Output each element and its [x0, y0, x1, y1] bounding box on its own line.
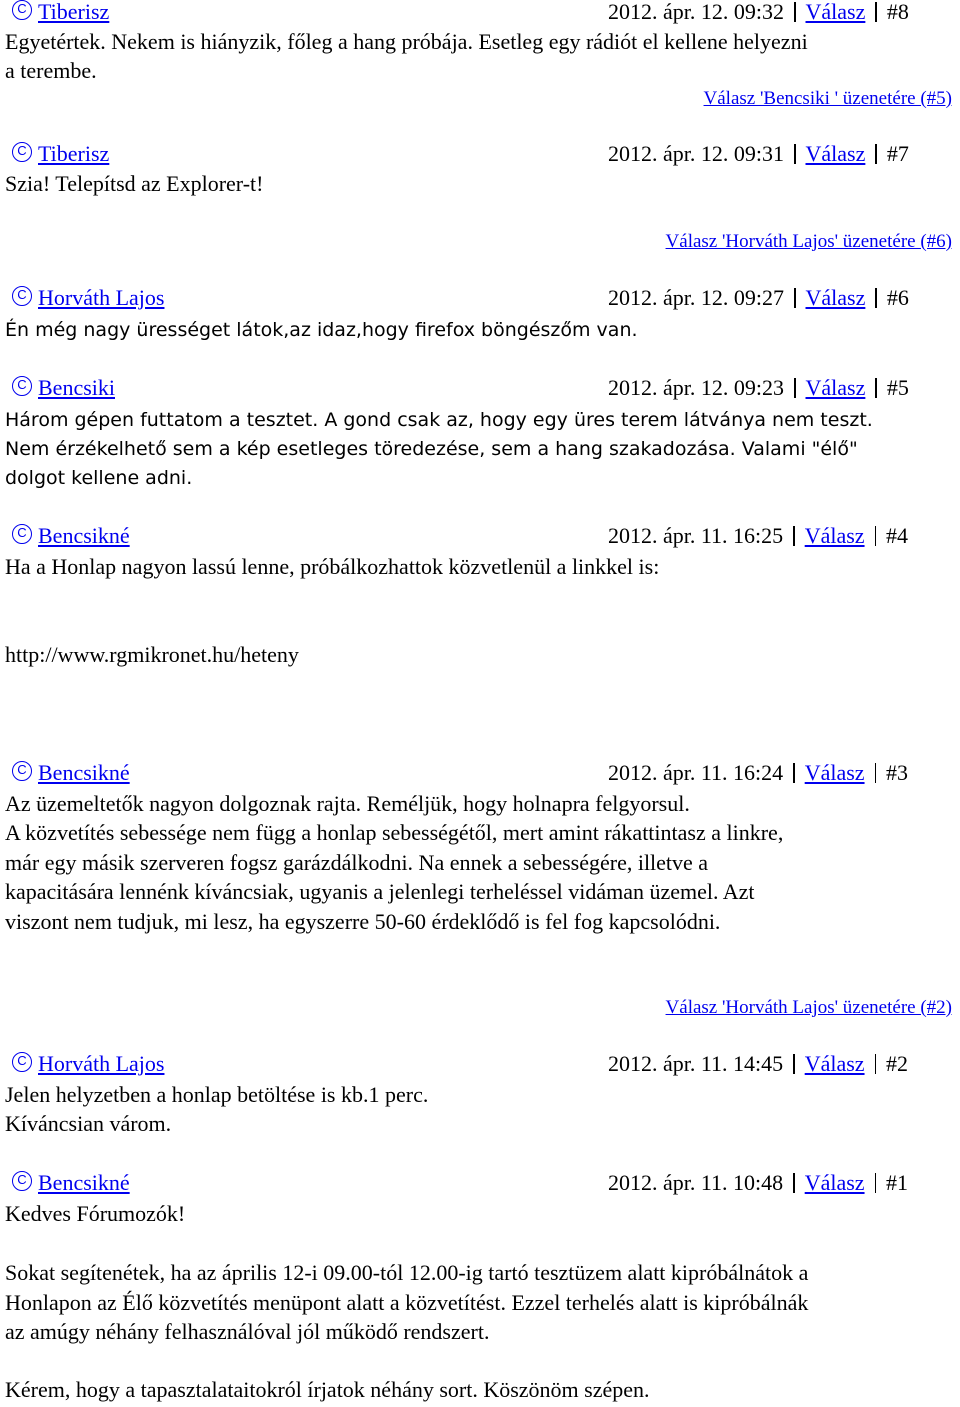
copyright-icon [12, 524, 32, 544]
separator [875, 1054, 877, 1074]
post-number: #7 [886, 141, 909, 166]
separator [875, 526, 877, 546]
post-6-author-link[interactable]: CHorváth Lajos [12, 283, 164, 313]
post-text-line: Egyetértek. Nekem is hiányzik, főleg a hang próbája. Esetleg egy rádiót el kellene helyezni [5, 29, 808, 54]
separator [875, 378, 877, 398]
post-text-line: Kíváncsian várom. [5, 1111, 172, 1136]
post-text-line: Három gépen futtatom a tesztet. A gond csak az, hogy egy üres terem látványa nem teszt. [5, 409, 873, 431]
post-text-line: kapacitására lennénk kíváncsiak, ugyanis a jelenlegi terheléssel vidáman üzemel. Azt [5, 879, 755, 904]
post-text-line: Szia! Telepítsd az Explorer-t! [5, 171, 264, 196]
copyright-icon [12, 142, 32, 162]
separator [794, 378, 796, 398]
post-date: 2012. ápr. 12. 09:31 [608, 141, 784, 166]
post-text-line: viszont nem tudjuk, mi lesz, ha egyszerre 50-60 érdeklődő is fel fog kapcsolódni. [5, 909, 721, 934]
post-date: 2012. ápr. 11. 14:45 [608, 1051, 784, 1076]
reply-link[interactable]: Válasz [805, 375, 866, 400]
post-1-author-link[interactable]: CBencsikné [12, 1168, 130, 1198]
separator [793, 526, 795, 546]
post-1-meta [608, 1168, 908, 1198]
post-number: #2 [886, 1051, 909, 1076]
post-text-line: Sokat segítenétek, ha az április 12-i 09.00-tól 12.00-ig tartó tesztüzem alatt kipróbálnátok a [5, 1260, 809, 1285]
post-2-author-link[interactable]: CHorváth Lajos [12, 1049, 164, 1079]
post-number: #3 [886, 760, 909, 785]
reply-link[interactable]: Válasz [804, 760, 865, 785]
post-3-meta [608, 758, 908, 788]
copyright-icon [12, 0, 32, 20]
post-number: #5 [886, 375, 909, 400]
post-4-author-link[interactable]: CBencsikné [12, 521, 130, 551]
post-6-meta [608, 283, 909, 313]
separator [794, 2, 796, 22]
post-3-author-link[interactable]: CBencsikné [12, 758, 130, 788]
post-date: 2012. ápr. 11. 16:24 [608, 760, 784, 785]
reply-link[interactable]: Válasz [805, 285, 866, 310]
post-date: 2012. ápr. 12. 09:32 [608, 0, 784, 24]
post-5-author-link[interactable]: CBencsiki [12, 373, 115, 403]
post-text-line: A közvetítés sebessége nem függ a honlap sebességétől, mert amint rákattintasz a linkre, [5, 820, 784, 845]
post-text-line: Nem érzékelhető sem a kép esetleges töredezése, sem a hang szakadozása. Valami "élő" [5, 438, 858, 460]
reply-to-link[interactable]: Válasz 'Bencsiki ' üzenetére (#5) [703, 88, 952, 109]
separator [794, 288, 796, 308]
separator [793, 1054, 795, 1074]
copyright-icon [12, 1171, 32, 1191]
post-text-line: Kérem, hogy a tapasztalataitokról írjatok néhány sort. Köszönöm szépen. [5, 1377, 650, 1402]
separator [793, 1173, 795, 1193]
post-text-line: már egy másik szerveren fogsz garázdálkodni. Na ennek a sebességére, illetve a [5, 850, 709, 875]
separator [875, 288, 877, 308]
post-2-meta [608, 1049, 908, 1079]
reply-link[interactable]: Válasz [804, 523, 865, 548]
post-date: 2012. ápr. 12. 09:23 [608, 375, 784, 400]
post-text-line: Kedves Fórumozók! [5, 1201, 186, 1226]
post-7-author-link[interactable]: CTiberisz [12, 139, 109, 169]
separator [793, 763, 795, 783]
reply-link[interactable]: Válasz [805, 141, 866, 166]
copyright-icon [12, 761, 32, 781]
post-7-meta [608, 139, 909, 169]
post-number: #6 [886, 285, 909, 310]
separator [875, 144, 877, 164]
post-text-line: a terembe. [5, 58, 97, 83]
separator [875, 763, 877, 783]
post-text-line: az amúgy néhány felhasználóval jól működő rendszert. [5, 1319, 490, 1344]
separator [875, 1173, 877, 1193]
separator [794, 144, 796, 164]
copyright-icon [12, 286, 32, 306]
post-text-line: Én még nagy ürességet látok,az idaz,hogy firefox böngészőm van. [5, 319, 638, 341]
post-number: #4 [886, 523, 909, 548]
reply-link[interactable]: Válasz [804, 1051, 865, 1076]
post-text-line: Az üzemeltetők nagyon dolgoznak rajta. Reméljük, hogy holnapra felgyorsul. [5, 791, 690, 816]
post-date: 2012. ápr. 11. 16:25 [608, 523, 784, 548]
post-text-line: Honlapon az Élő közvetítés menüpont alatt a közvetítést. Ezzel terhelés alatt is kipróbálnák [5, 1290, 809, 1315]
post-number: #8 [886, 0, 909, 24]
post-text-line: Jelen helyzetben a honlap betöltése is kb.1 perc. [5, 1082, 429, 1107]
post-text-line: dolgot kellene adni. [5, 467, 193, 489]
post-8-author-link[interactable]: CTiberisz [12, 0, 109, 27]
copyright-icon [12, 376, 32, 396]
reply-link[interactable]: Válasz [804, 1170, 865, 1195]
post-text-line: Ha a Honlap nagyon lassú lenne, próbálkozhattok közvetlenül a linkkel is: [5, 554, 660, 579]
post-4-meta [608, 521, 908, 551]
reply-to-link[interactable]: Válasz 'Horváth Lajos' üzenetére (#6) [665, 231, 952, 252]
reply-to-link[interactable]: Válasz 'Horváth Lajos' üzenetére (#2) [665, 997, 952, 1018]
copyright-icon [12, 1052, 32, 1072]
post-5-meta [608, 373, 909, 403]
post-8-meta [608, 0, 909, 27]
reply-link[interactable]: Válasz [805, 0, 866, 24]
post-url-text: http://www.rgmikronet.hu/heteny [5, 642, 299, 667]
post-date: 2012. ápr. 11. 10:48 [608, 1170, 784, 1195]
post-number: #1 [886, 1170, 909, 1195]
post-date: 2012. ápr. 12. 09:27 [608, 285, 784, 310]
separator [875, 2, 877, 22]
